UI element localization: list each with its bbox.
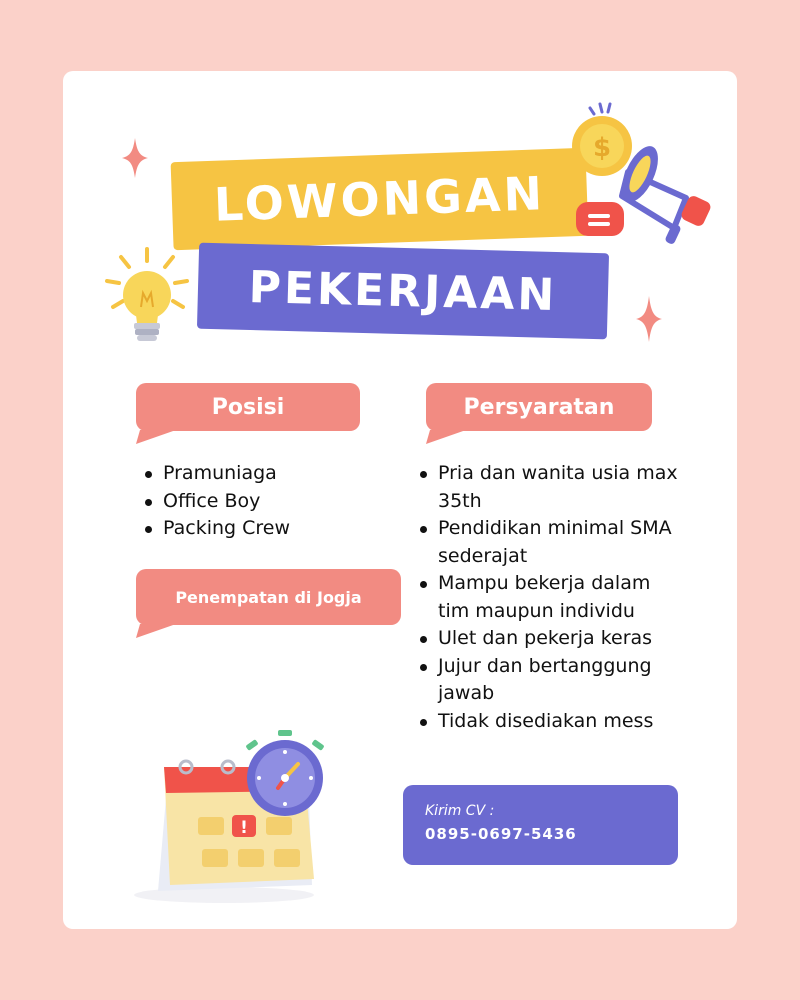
persyaratan-label-bubble (426, 383, 652, 431)
posisi-label: Posisi (211, 394, 285, 420)
list-item: Mampu bekerja dalam tim maupun individu (418, 570, 678, 625)
posisi-list (143, 460, 383, 543)
megaphone-icon (576, 136, 720, 248)
list-item: Office Boy (143, 488, 383, 516)
contact-label: Kirim CV : (425, 803, 495, 819)
lightbulb-icon (103, 245, 203, 351)
list-item: Pramuniaga (143, 460, 383, 488)
penempatan-bubble (136, 569, 401, 625)
list-item: Jujur dan bertanggung jawab (418, 653, 678, 708)
clock-icon (240, 730, 330, 822)
persyaratan-list (418, 460, 678, 735)
sparkle-icon (636, 296, 662, 342)
list-item: Packing Crew (143, 515, 383, 543)
list-item: Tidak disediakan mess (418, 708, 678, 736)
list-item: Pria dan wanita usia max 35th (418, 460, 678, 515)
sparkle-icon (122, 138, 148, 178)
svg-text:!: ! (240, 818, 248, 838)
contact-box (403, 785, 678, 865)
list-item: Pendidikan minimal SMA sederajat (418, 515, 678, 570)
persyaratan-label: Persyaratan (463, 394, 615, 420)
title-line1: LOWONGAN (213, 166, 546, 232)
title-line2: PEKERJAAN (248, 261, 558, 321)
contact-phone[interactable]: 0895-0697-5436 (425, 825, 577, 843)
svg-text:$: $ (592, 133, 612, 163)
penempatan-label: Penempatan di Jogja (175, 587, 362, 607)
list-item: Ulet dan pekerja keras (418, 625, 678, 653)
posisi-label-bubble (136, 383, 360, 431)
